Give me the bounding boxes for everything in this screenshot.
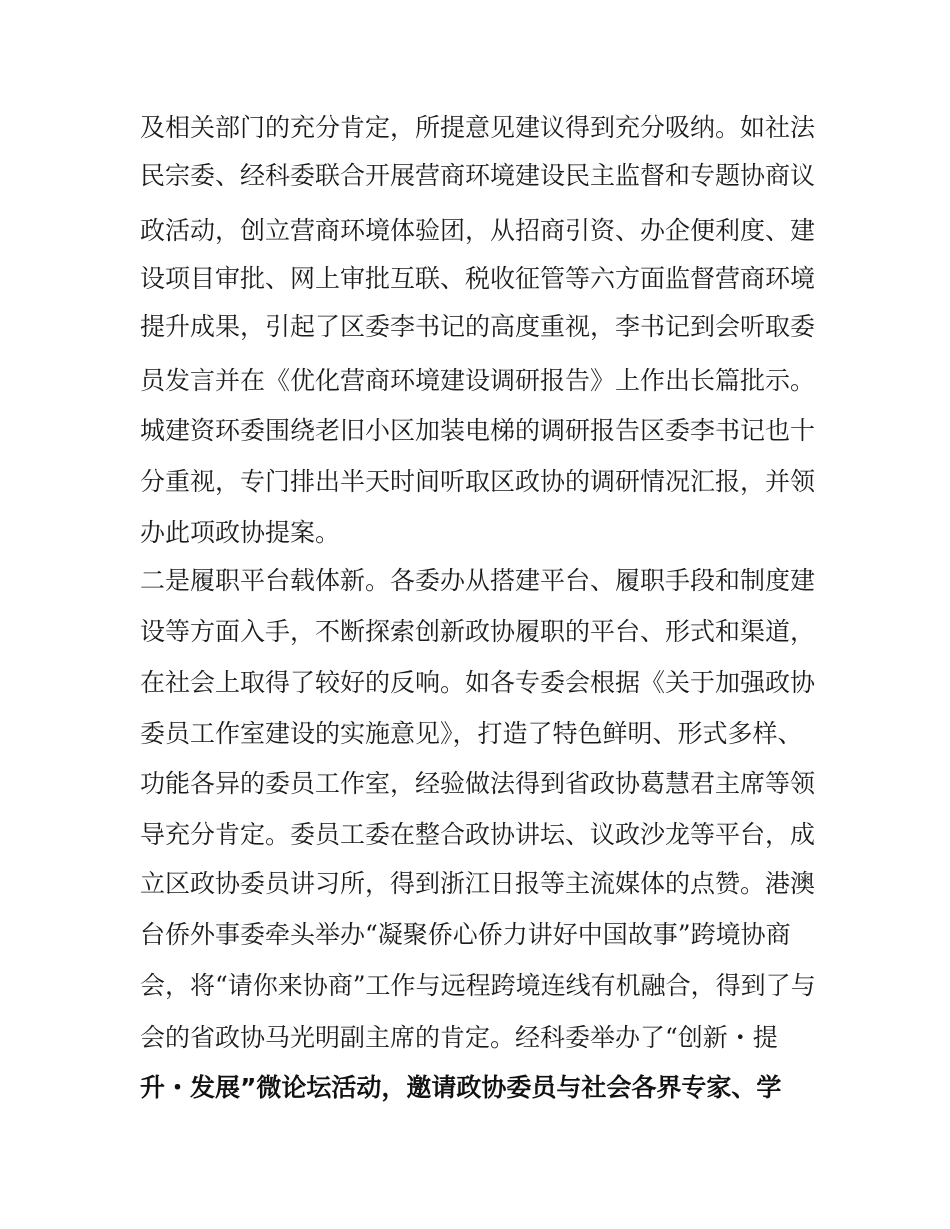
text-line: 办此项政协提案。 [140,518,341,547]
text-line: 会，将“请你来协商”工作与远程跨境连线有机融合，得到了与 [140,971,816,1000]
text-line: 民宗委、经科委联合开展营商环境建设民主监督和专题协商议 [140,161,816,190]
text-line: 会的省政协马光明副主席的肯定。经科委举办了“创新・提 [140,1023,778,1052]
text-line: 分重视，专门排出半天时间听取区政协的调研情况汇报，并领 [140,467,816,496]
text-line: 提升成果，引起了区委李书记的高度重视，李书记到会听取委 [140,312,816,341]
text-line: 导充分肯定。委员工委在整合政协讲坛、议政沙龙等平台，成 [140,820,816,849]
text-line: 功能各异的委员工作室，经验做法得到省政协葛慧君主席等领 [140,769,816,798]
text-line: 及相关部门的充分肯定，所提意见建议得到充分吸纳。如社法 [140,113,816,142]
text-line: 城建资环委围绕老旧小区加装电梯的调研报告区委李书记也十 [140,416,816,445]
text-line: 立区政协委员讲习所，得到浙江日报等主流媒体的点赞。港澳 [140,869,816,898]
text-line: 在社会上取得了较好的反响。如各专委会根据《关于加强政协 [140,668,816,697]
text-line: 员发言并在《优化营商环境建设调研报告》上作出长篇批示。 [140,366,816,395]
text-line: 升・发展”微论坛活动，邀请政协委员与社会各界专家、学 [140,1073,782,1102]
text-line: 委员工作室建设的实施意见》，打造了特色鲜明、形式多样、 [140,719,803,748]
text-line: 台侨外事委牵头举办“凝聚侨心侨力讲好中国故事”跨境协商 [140,920,791,949]
text-line: 政活动，创立营商环境体验团，从招商引资、办企便利度、建 [140,216,816,245]
text-line: 设等方面入手，不断探索创新政协履职的平台、形式和渠道， [140,617,816,646]
text-line: 二是履职平台载体新。各委办从搭建平台、履职手段和制度建 [140,566,816,595]
text-line: 设项目审批、网上审批互联、税收征管等六方面监督营商环境 [140,264,816,293]
